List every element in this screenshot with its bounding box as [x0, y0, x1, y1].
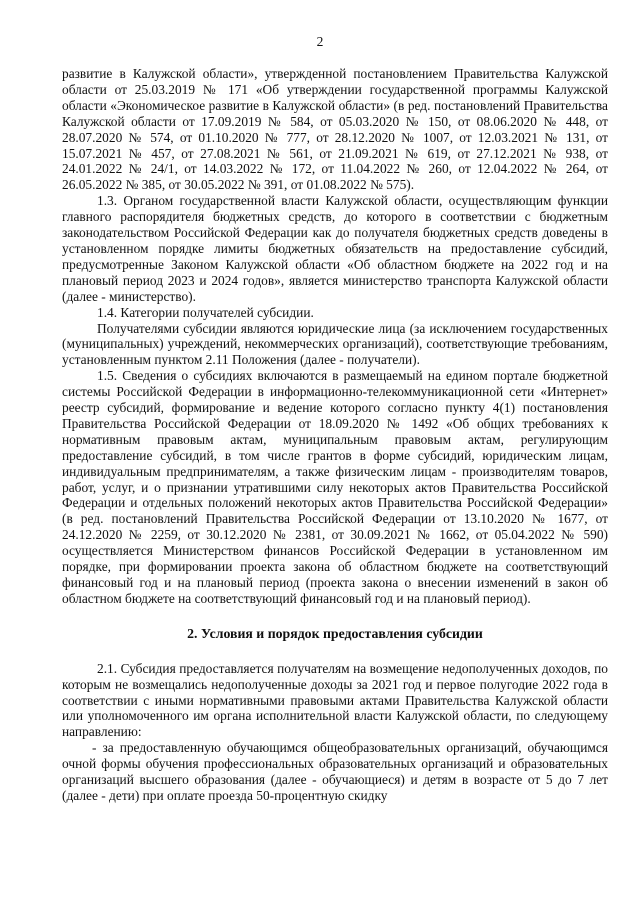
paragraph-program-reference: развитие в Калужской области», утвержденной постановлением Правительства Калужской области от 25.03.2019 № 171 «Об утверждении государственной программы Калужской области «Экономическое развитие в Калужской области» (в ред. постановлений Правительства Калужской области от 17.09.2019 № 584, от 05.03.2020 № 150, от 08.06.2020 № 448, от 28.07.2020 № 574, от 01.10.2020 № 777, от 28.12.2020 № 1007, от 12.03.2021 № 131, от 15.07.2021 № 457, от 27.08.2021 № 561, от 21.09.2021 № 619, от 27.12.2021 № 938, от 24.01.2022 № 24/1, от 14.03.2022 № 172, от 11.04.2022 № 260, от 12.04.2022 № 264, от 26.05.2022 № 385, от 30.05.2022 № 391, от 01.08.2022 № 575).: [62, 66, 608, 193]
paragraph-2-1: 2.1. Субсидия предоставляется получателям на возмещение недополученных доходов, по которым не возмещались недополученные доходы за 2021 год и первое полугодие 2022 года в соответствии с иными нормативными правовыми актами Правительства Калужской области или уполномоченного им органа исполнительной власти Калужской области, по следующему направлению:: [62, 660, 608, 740]
paragraph-direction-item: - за предоставленную обучающимся общеобразовательных организаций, обучающимся очной формы обучения профессиональных образовательных организаций и образовательных организаций высшего образования (далее - обучающиеся) и детям в возрасте от 5 до 7 лет (далее - дети) при оплате проезда 50-процентную скидку: [62, 740, 608, 803]
document-body: [62, 66, 608, 804]
paragraph-recipients: Получателями субсидии являются юридические лица (за исключением государственных (муниципальных) учреждений, некоммерческих организаций), соответствующие требованиям, установленным пунктом 2.11 Положения (далее - получатели).: [62, 320, 608, 368]
paragraph-1-4: 1.4. Категории получателей субсидии.: [97, 304, 314, 320]
page-number: 2: [316, 34, 324, 49]
paragraph-1-3: 1.3. Органом государственной власти Калужской области, осуществляющим функции главного распорядителя бюджетных средств, до которого в соответствии с бюджетным законодательством Российской Федерации как до получателя бюджетных средств доведены в установленном порядке лимиты бюджетных обязательств на предоставление субсидий, предусмотренные Законом Калужской области «Об областном бюджете на 2022 год и на плановый период 2023 и 2024 годов», является министерство транспорта Калужской области (далее - министерство).: [62, 193, 608, 304]
paragraph-1-5: 1.5. Сведения о субсидиях включаются в размещаемый на едином портале бюджетной системы Российской Федерации в информационно-телекоммуникационной сети «Интернет» реестр субсидий, формирование и ведение которого согласно пункту 4(1) постановления Правительства Российской Федерации от 18.09.2020 № 1492 «Об общих требованиях к нормативным правовым актам, муниципальным правовым актам, регулирующим предоставление субсидий, в том числе грантов в форме субсидий, юридическим лицам, индивидуальным предпринимателям, а также физическим лицам - производителям товаров, работ, услуг, и о признании утратившими силу некоторых актов Правительства Российской Федерации и отдельных положений некоторых актов Правительства Российской Федерации» (в ред. постановлений Правительства Российской Федерации от 13.10.2020 № 1677, от 24.12.2020 № 2259, от 30.12.2020 № 2381, от 30.09.2021 № 1662, от 05.04.2022 № 590) осуществляется Министерством финансов Российской Федерации в установленном им порядке, при формировании проекта закона об областном бюджете на соответствующий финансовый год и на плановый период (проекта закона о внесении изменений в закон об областном бюджете на соответствующий финансовый год и на плановый период).: [62, 368, 608, 606]
section-heading: 2. Условия и порядок предоставления субсидии: [187, 625, 483, 641]
